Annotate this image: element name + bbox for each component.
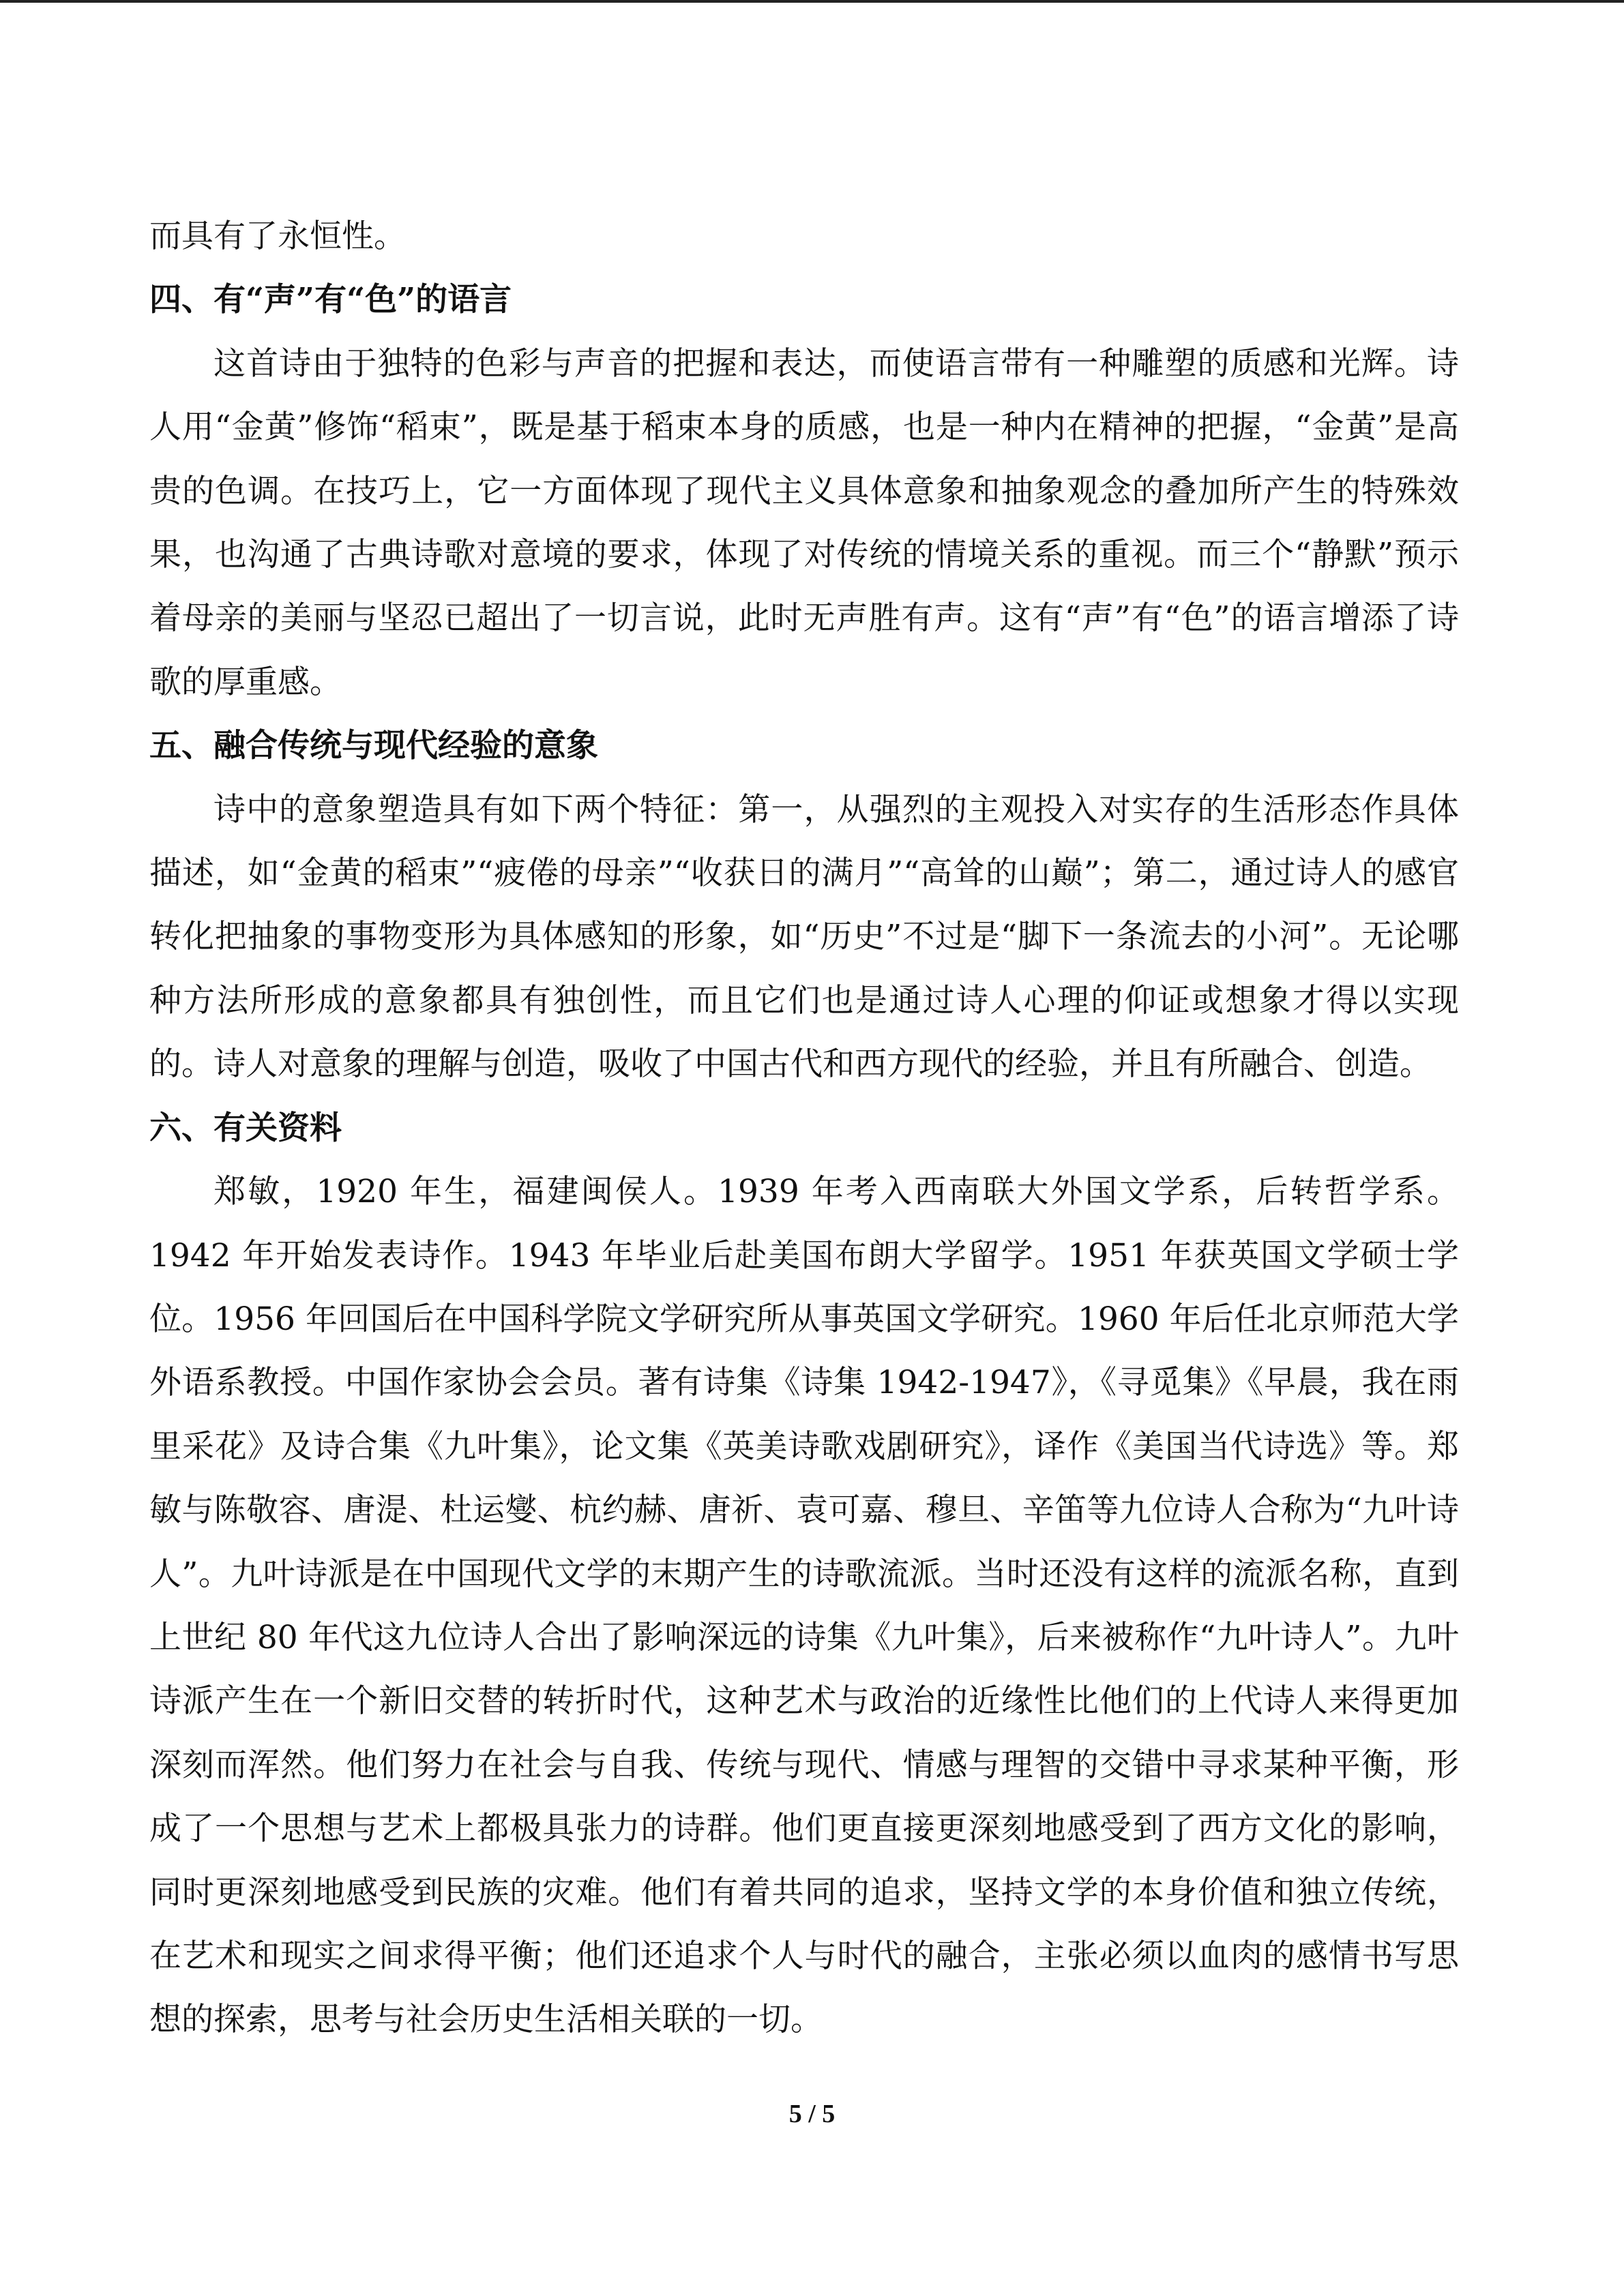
section-body-4: 这首诗由于独特的色彩与声音的把握和表达，而使语言带有一种雕塑的质感和光辉。诗人用“金黄”修饰“稻束”，既是基于稻束本身的质感，也是一种内在精神的把握，“金黄”是高贵的色调。在技巧上，它一方面体现了现代主义具体意象和抽象观念的叠加所产生的特殊效果，也沟通了古典诗歌对意境的要求，体现了对传统的情境关系的重视。而三个“静默”预示着母亲的美丽与坚忍已超出了一切言说，此时无声胜有声。这有“声”有“色”的语言增添了诗歌的厚重感。: [149, 344, 1459, 701]
page-number: 5 / 5: [788, 2100, 836, 2128]
section-body-5: 诗中的意象塑造具有如下两个特征：第一，从强烈的主观投入对实存的生活形态作具体描述，如“金黄的稻束”“疲倦的母亲”“收获日的满月”“高耸的山巅”；第二，通过诗人的感官转化把抽象的事物变形为具体感知的形象，如“历史”不过是“脚下一条流去的小河”。无论哪种方法所形成的意象都具有独创性，而且它们也是通过诗人心理的仰证或想象才得以实现的。诗人对意象的理解与创造，吸收了中国古代和西方现代的经验，并且有所融合、创造。: [149, 790, 1459, 1084]
top-border-line: [0, 0, 1624, 3]
document-body: [149, 205, 1459, 2052]
section-heading-5: 五、融合传统与现代经验的意象: [149, 727, 598, 765]
paragraph-continuation: 而具有了永恒性。: [149, 218, 406, 255]
section-heading-6: 六、有关资料: [149, 1109, 342, 1147]
section-body-6: 郑敏，1920 年生，福建闽侯人。1939 年考入西南联大外国文学系，后转哲学系。1942 年开始发表诗作。1943 年毕业后赴美国布朗大学留学。1951 年获英国文学硕士学位。1956 年回国后在中国科学院文学研究所从事英国文学研究。1960 年后任北京师范大学外语系教授。中国作家协会会员。著有诗集《诗集 1942-1947》，《寻觅集》《早晨，我在雨里采花》及诗合集《九叶集》，论文集《英美诗歌戏剧研究》，译作《美国当代诗选》等。郑敏与陈敬容、唐湜、杜运燮、杭约赫、唐祈、袁可嘉、穆旦、辛笛等九位诗人合称为“九叶诗人”。九叶诗派是在中国现代文学的末期产生的诗歌流派。当时还没有这样的流派名称，直到上世纪 80 年代这九位诗人合出了影响深远的诗集《九叶集》，后来被称作“九叶诗人”。九叶诗派产生在一个新旧交替的转折时代，这种艺术与政治的近缘性比他们的上代诗人来得更加深刻而浑然。他们努力在社会与自我、传统与现代、情感与理智的交错中寻求某种平衡，形成了一个思想与艺术上都极具张力的诗群。他们更直接更深刻地感受到了西方文化的影响，同时更深刻地感受到民族的灾难。他们有着共同的追求，坚持文学的本身价值和独立传统，在艺术和现实之间求得平衡；他们还追求个人与时代的融合，主张必须以血肉的感情书写思想的探索，思考与社会历史生活相关联的一切。: [149, 1173, 1459, 2039]
section-heading-4: 四、有“声”有“色”的语言: [149, 281, 512, 319]
